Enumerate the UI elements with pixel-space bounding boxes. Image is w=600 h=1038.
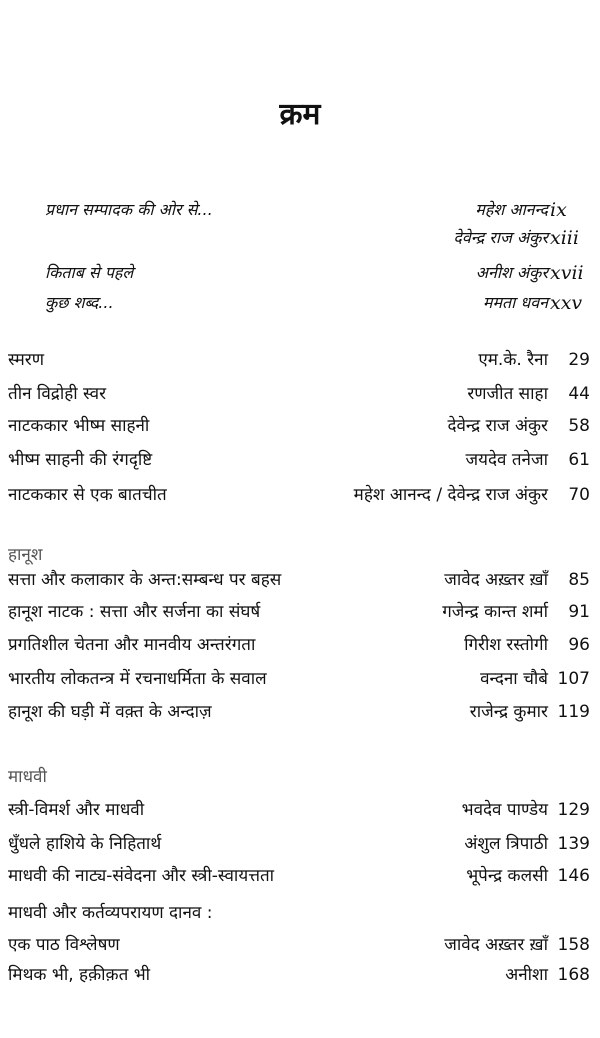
entry-title: नाटककार भीष्म साहनी <box>8 416 150 436</box>
entry-title: किताब से पहले <box>45 263 134 282</box>
toc-entry <box>0 665 600 693</box>
entry-author: महेश आनन्द <box>475 200 548 219</box>
toc-entry <box>0 698 600 726</box>
entry-author: भवदेव पाण्डेय <box>461 800 548 820</box>
entry-page: 85 <box>568 570 590 590</box>
entry-author: जावेद अख़्तर ख़ाँ <box>444 570 548 590</box>
entry-author: वन्दना चौबे <box>480 669 548 689</box>
entry-author: राजेन्द्र कुमार <box>469 702 548 722</box>
entry-author: देवेन्द्र राज अंकुर <box>447 416 548 436</box>
section-heading-hanush: हानूश <box>8 545 43 565</box>
entry-page: xiii <box>550 227 579 249</box>
entry-page: 129 <box>557 800 590 820</box>
toc-entry <box>0 412 600 440</box>
entry-author: देवेन्द्र राज अंकुर <box>453 228 548 247</box>
entry-page: 91 <box>568 602 590 622</box>
entry-page: 146 <box>557 866 590 886</box>
entry-title: मिथक भी, हक़ीक़त भी <box>8 965 151 985</box>
entry-title: धुँधले हाशिये के निहितार्थ <box>8 834 162 854</box>
toc-entry <box>0 862 600 890</box>
toc-entry <box>0 289 600 317</box>
entry-page: 158 <box>557 935 590 955</box>
entry-page: 44 <box>568 384 590 404</box>
entry-page: xvii <box>550 262 584 284</box>
entry-page: 96 <box>568 635 590 655</box>
entry-page: 107 <box>557 669 590 689</box>
entry-title: माधवी और कर्तव्यपरायण दानव : <box>8 903 213 923</box>
toc-entry <box>0 224 600 252</box>
entry-page: 61 <box>568 450 590 470</box>
entry-page: 119 <box>557 702 590 722</box>
entry-author: गिरीश रस्तोगी <box>464 635 548 655</box>
entry-title: हानूश की घड़ी में वक़्त के अन्दाज़ <box>8 702 212 722</box>
entry-title: हानूश नाटक : सत्ता और सर्जना का संघर्ष <box>8 602 261 622</box>
entry-page: 168 <box>557 965 590 985</box>
section-heading-madhavi: माधवी <box>8 767 47 787</box>
entry-author: महेश आनन्द / देवेन्द्र राज अंकुर <box>353 485 548 505</box>
entry-page: 70 <box>568 485 590 505</box>
entry-title: भारतीय लोकतन्त्र में रचनाधर्मिता के सवाल <box>8 669 267 689</box>
toc-entry <box>0 631 600 659</box>
entry-author: एम.के. रैना <box>478 350 548 370</box>
toc-entry <box>0 830 600 858</box>
entry-title: भीष्म साहनी की रंगदृष्टि <box>8 450 153 470</box>
entry-title: एक पाठ विश्लेषण <box>8 935 120 955</box>
entry-author: अनीशा <box>505 965 548 985</box>
entry-title: तीन विद्रोही स्वर <box>8 384 107 404</box>
toc-entry <box>0 566 600 594</box>
entry-page: ix <box>550 199 567 221</box>
entry-author: रणजीत साहा <box>467 384 548 404</box>
entry-title: प्रगतिशील चेतना और मानवीय अन्तरंगता <box>8 635 256 655</box>
toc-entry <box>0 446 600 474</box>
entry-author: अंशुल त्रिपाठी <box>464 834 548 854</box>
toc-entry <box>0 796 600 824</box>
entry-author: अनीश अंकुर <box>475 263 548 282</box>
entry-title: सत्ता और कलाकार के अन्त:सम्बन्ध पर बहस <box>8 570 282 590</box>
entry-author: जयदेव तनेजा <box>465 450 548 470</box>
entry-page: xxv <box>550 292 583 314</box>
entry-page: 139 <box>557 834 590 854</box>
toc-entry <box>0 899 600 927</box>
toc-entry <box>0 346 600 374</box>
entry-title: प्रधान सम्पादक की ओर से... <box>45 200 213 219</box>
entry-title: कुछ शब्द... <box>45 293 114 312</box>
page-title: क्रम <box>279 97 321 132</box>
entry-author: गजेन्द्र कान्त शर्मा <box>442 602 548 622</box>
toc-entry <box>0 196 600 224</box>
toc-entry <box>0 931 600 959</box>
toc-entry <box>0 481 600 509</box>
entry-title: माधवी की नाट्य-संवेदना और स्त्री-स्वायत्तता <box>8 866 275 886</box>
entry-title: नाटककार से एक बातचीत <box>8 485 167 505</box>
entry-title: स्त्री-विमर्श और माधवी <box>8 800 145 820</box>
entry-author: भूपेन्द्र कलसी <box>466 866 548 886</box>
toc-entry <box>0 380 600 408</box>
toc-entry <box>0 259 600 287</box>
entry-author: ममता धवन <box>482 293 548 312</box>
toc-entry <box>0 961 600 989</box>
entry-title: स्मरण <box>8 350 45 370</box>
entry-page: 58 <box>568 416 590 436</box>
entry-page: 29 <box>568 350 590 370</box>
entry-author: जावेद अख़्तर ख़ाँ <box>444 935 548 955</box>
toc-entry <box>0 598 600 626</box>
